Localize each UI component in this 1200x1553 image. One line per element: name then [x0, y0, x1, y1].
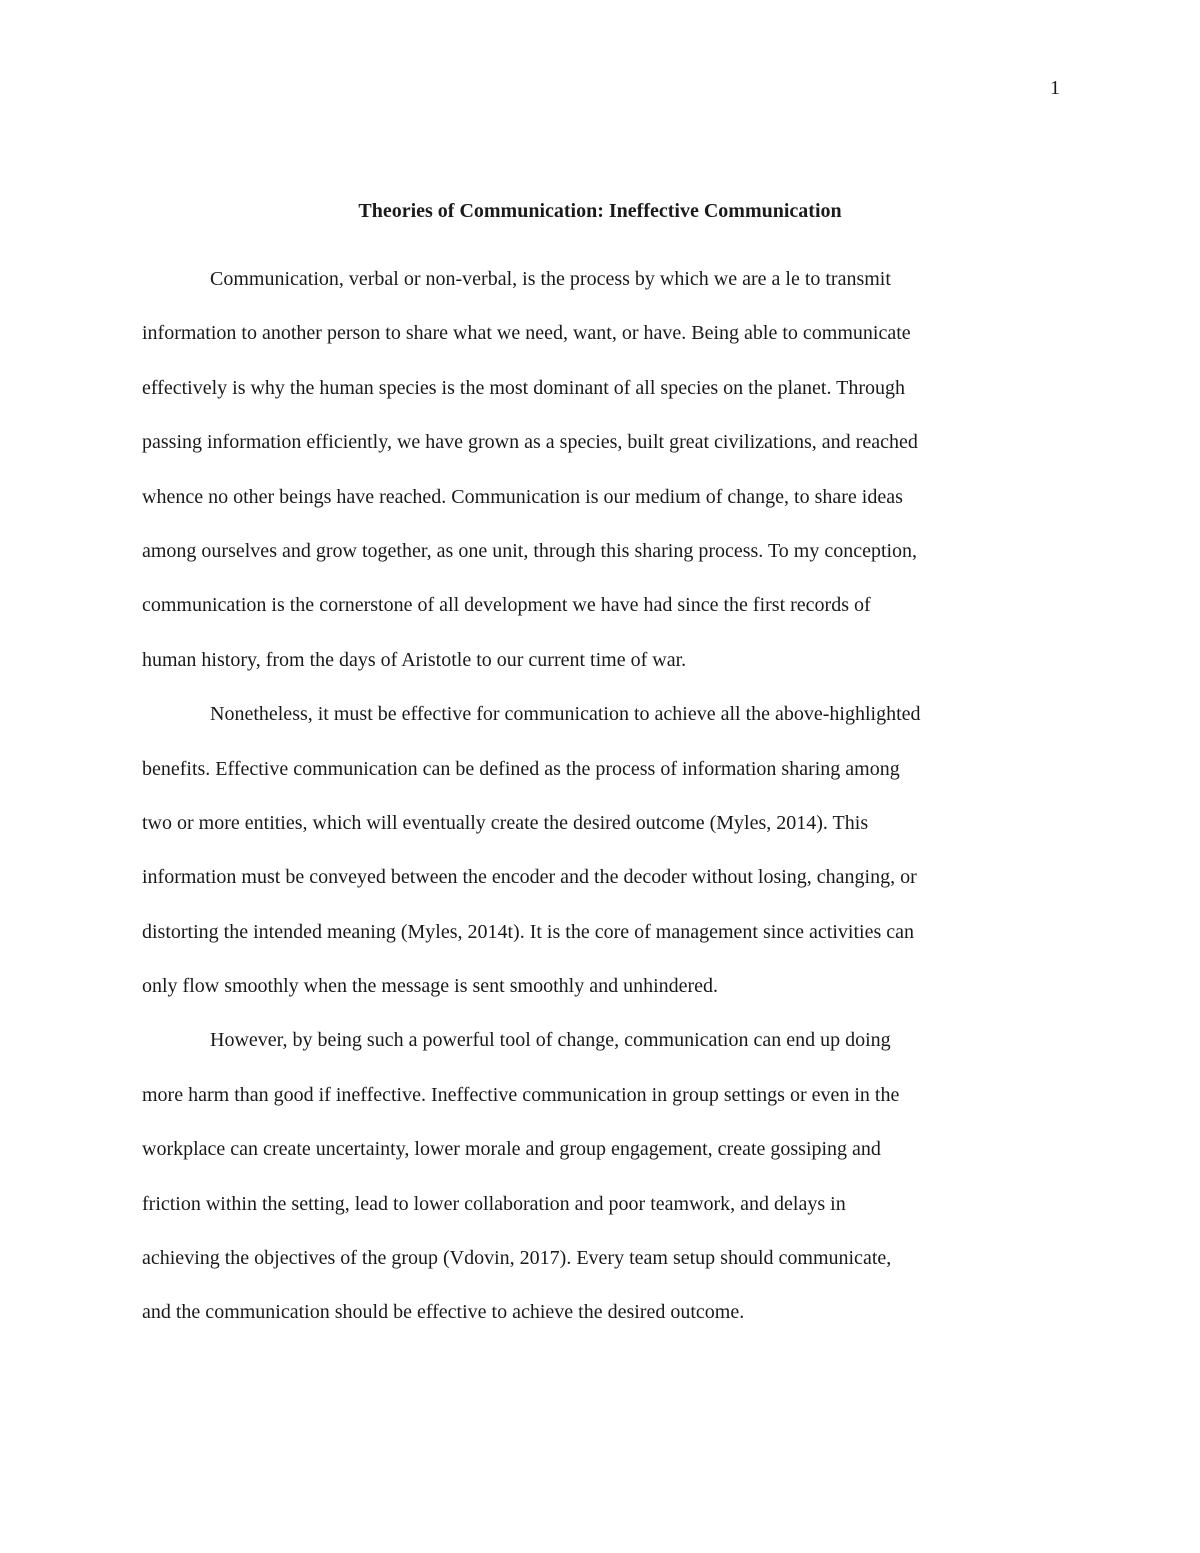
document-body — [142, 252, 1058, 1340]
text-line: information must be conveyed between the encoder and the decoder without losing, changing, or — [142, 866, 917, 889]
document-title: Theories of Communication: Ineffective Communication — [358, 200, 842, 222]
paragraph-3 — [142, 1013, 1058, 1339]
text-line: friction within the setting, lead to lower collaboration and poor teamwork, and delays in — [142, 1192, 846, 1215]
text-line: only flow smoothly when the message is sent smoothly and unhindered. — [142, 975, 719, 998]
text-line: human history, from the days of Aristotle to our current time of war. — [142, 648, 687, 671]
paragraph-2 — [142, 687, 1058, 1013]
text-line: benefits. Effective communication can be defined as the process of information sharing among — [142, 757, 900, 780]
text-line: However, by being such a powerful tool of change, communication can end up doing — [210, 1029, 891, 1052]
text-line: two or more entities, which will eventually create the desired outcome (Myles, 2014). This — [142, 811, 869, 834]
text-line: distorting the intended meaning (Myles, 2014t). It is the core of management since activities can — [142, 920, 915, 943]
text-line: Nonetheless, it must be effective for communication to achieve all the above-highlighted — [210, 703, 921, 726]
text-line: information to another person to share what we need, want, or have. Being able to communicate — [142, 322, 911, 345]
text-line: workplace can create uncertainty, lower morale and group engagement, create gossiping and — [142, 1138, 881, 1161]
page-number: 1 — [1050, 77, 1060, 99]
text-line: among ourselves and grow together, as one unit, through this sharing process. To my conception, — [142, 539, 918, 562]
text-line: more harm than good if ineffective. Ineffective communication in group settings or even in the — [142, 1083, 900, 1106]
text-line: communication is the cornerstone of all development we have had since the first records of — [142, 594, 871, 617]
text-line: Communication, verbal or non-verbal, is the process by which we are a le to transmit — [210, 268, 891, 290]
text-line: and the communication should be effective to achieve the desired outcome. — [142, 1301, 745, 1324]
text-line: whence no other beings have reached. Communication is our medium of change, to share ideas — [142, 485, 903, 508]
text-line: passing information efficiently, we have grown as a species, built great civilizations, and reached — [142, 431, 918, 454]
paragraph-1 — [142, 252, 1058, 687]
text-line: effectively is why the human species is the most dominant of all species on the planet. Through — [142, 376, 905, 399]
text-line: achieving the objectives of the group (Vdovin, 2017). Every team setup should communicate, — [142, 1247, 892, 1270]
